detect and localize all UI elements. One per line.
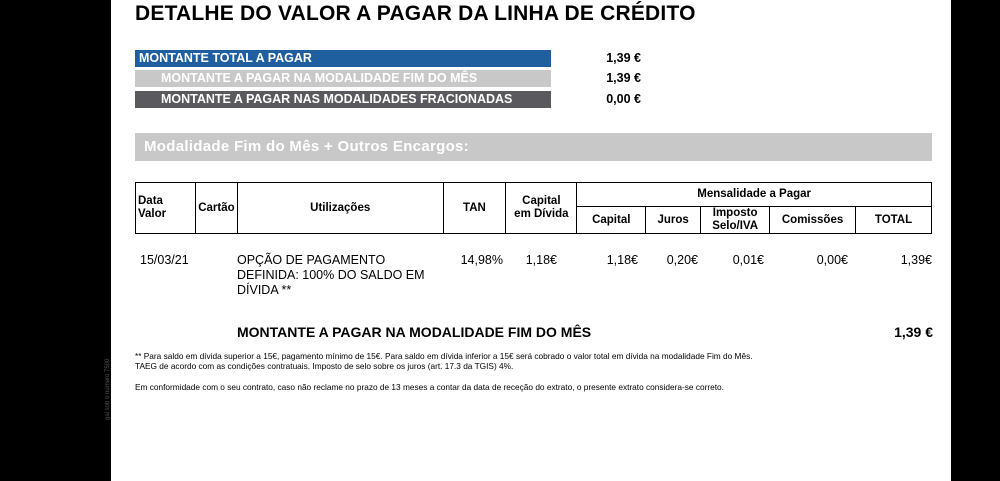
total-fim-mes-label: MONTANTE A PAGAR NA MODALIDADE FIM DO MÊS (237, 324, 592, 340)
cell-imposto: 0,01€ (732, 253, 764, 267)
col-data-valor: Data Valor (136, 183, 196, 234)
col-capital-divida (506, 183, 577, 234)
summary-total-label: MONTANTE TOTAL A PAGAR (135, 50, 551, 67)
summary-fim-mes-value: 1,39 € (606, 71, 641, 85)
cell-utilizacao-line1: OPÇÃO DE PAGAMENTO (237, 253, 386, 267)
cell-total: 1,39€ (900, 253, 932, 267)
cell-utilizacao (237, 253, 447, 298)
col-capital-divida-line2: em Dívida (514, 208, 569, 220)
col-utilizacoes: Utilizações (237, 183, 443, 234)
cell-capital-divida: 1,18€ (525, 253, 557, 267)
col-capital-divida-line1: Capital (522, 195, 561, 207)
side-legal-text: gal sob o número 7500 (105, 358, 111, 420)
cell-data-valor: 15/03/21 (140, 253, 189, 267)
col-mensalidade: Mensalidade a Pagar (577, 183, 932, 207)
cell-comissoes: 0,00€ (816, 253, 848, 267)
col-comissoes: Comissões (770, 207, 856, 234)
cell-utilizacao-line2: DEFINIDA: 100% DO SALDO EM (237, 268, 425, 282)
col-cartao: Cartão (195, 183, 237, 234)
footnote-taeg: TAEG de acordo com as condições contratuais. Imposto de selo sobre os juros (art. 17.3 da TGIS) 4%. (135, 361, 514, 371)
section-header: Modalidade Fim do Mês + Outros Encargos: (135, 133, 932, 161)
cell-tan: 14,98% (460, 253, 503, 267)
summary-total-value: 1,39 € (606, 51, 641, 65)
col-imposto (701, 207, 770, 234)
cell-juros: 0,20€ (666, 253, 698, 267)
col-tan: TAN (443, 183, 506, 234)
summary-fracionadas-label: MONTANTE A PAGAR NAS MODALIDADES FRACIONADAS (135, 91, 551, 108)
footnote-contract: Em conformidade com o seu contrato, caso não reclame no prazo de 13 meses a contar da data de receção do extrato, o presente extrato considera-se correto. (135, 382, 724, 392)
cell-capital: 1,18€ (606, 253, 638, 267)
col-capital: Capital (577, 207, 646, 234)
summary-fim-mes-label: MONTANTE A PAGAR NA MODALIDADE FIM DO MÊS (135, 70, 551, 87)
col-juros: Juros (646, 207, 701, 234)
total-fim-mes-value: 1,39 € (894, 324, 933, 340)
page-title: DETALHE DO VALOR A PAGAR DA LINHA DE CRÉDITO (135, 2, 696, 25)
col-imposto-line1: Imposto (712, 207, 758, 219)
footnote-minimum-payment: ** Para saldo em dívida superior a 15€, pagamento mínimo de 15€. Para saldo em dívida inferior a 15€ será cobrado o valor total em dívida na modalidade Fim do Mês. (135, 351, 753, 361)
statement-page (105, 0, 951, 481)
credit-detail-table-header (135, 182, 932, 234)
summary-fracionadas-value: 0,00 € (606, 92, 641, 106)
cell-utilizacao-line3: DÍVIDA ** (237, 283, 292, 297)
col-imposto-line2: Selo/IVA (712, 220, 759, 232)
col-total: TOTAL (856, 207, 932, 234)
